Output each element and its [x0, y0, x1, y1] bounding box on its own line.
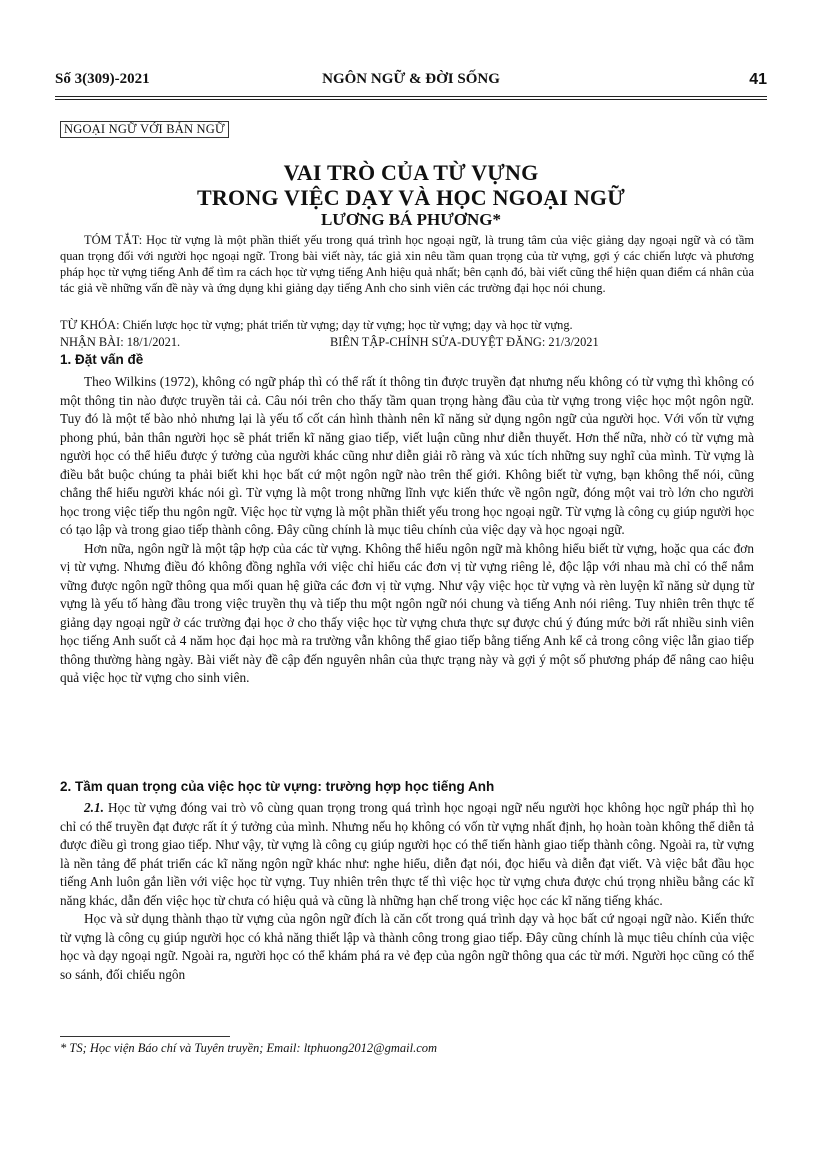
section2-paragraph [60, 799, 754, 910]
article-title-line2: TRONG VIỆC DẠY VÀ HỌC NGOẠI NGỮ [197, 185, 625, 210]
abstract: TÓM TẮT: Học từ vựng là một phần thiết yếu trong quá trình học ngoại ngữ, là trung tâm của việc giảng dạy ngoại ngữ và có tầm quan trọng đối với người học ngoại ngữ. Trong bài viết này, tác giả xin nêu tầm quan trọng của từ vựng, gợi ý các chiến lược và phương pháp học từ vựng tiếng Anh để tìm ra cách học từ vựng tiếng Anh hiệu quả nhất; bên cạnh đó, bài viết cũng thể hiện quan điểm cá nhân của tác giả về những vấn đề này và ứng dụng khi giảng dạy tiếng Anh cho sinh viên các trường đại học nói chung. [60, 233, 754, 295]
received-date: NHẬN BÀI: 18/1/2021. [60, 335, 181, 349]
footnote-rule [60, 1036, 230, 1037]
section1-paragraph: Hơn nữa, ngôn ngữ là một tập hợp của các từ vựng. Không thể hiểu ngôn ngữ mà không hiểu biết từ vựng, hoặc qua các đơn vị từ vựng. Nhưng điều đó không đồng nghĩa với việc chỉ hiểu các đơn vị từ vựng riêng lẻ, độc lập với nhau mà chỉ có thể nắm vững được ngôn ngữ thông qua mối quan hệ giữa các đơn vị từ vựng. Như vậy việc học từ vựng và rèn luyện kĩ năng sử dụng từ vựng là yếu tố hàng đầu trong việc truyền thụ và tiếp thu một ngôn ngữ nói chung và tiếng Anh nói riêng. Tuy nhiên trên thực tế giảng dạy ngoại ngữ ở các trường đại học ở cho thấy việc học từ vựng chưa thực sự được chú ý đúng mức bởi rất nhiều sinh viên học tiếng Anh suốt cả 4 năm học đại học mà ra trường vẫn không thể giao tiếp bằng tiếng Anh kể cả trong công việc lẫn giao tiếp thông thường hàng ngày. Bài viết này đề cập đến nguyên nhân của thực trạng này và gợi ý một số phương pháp để nâng cao hiệu quả việc học từ vựng cho sinh viên. [60, 540, 754, 685]
page-number: 41 [749, 71, 767, 88]
section2-body [60, 799, 754, 984]
header-rule-bottom [55, 99, 767, 100]
author-name: LƯƠNG BÁ PHƯƠNG* [320, 210, 502, 229]
keywords: TỪ KHÓA: Chiến lược học từ vựng; phát triển từ vựng; dạy từ vựng; học từ vựng; dạy và học từ vựng. [60, 318, 573, 332]
footnote: * TS; Học viện Báo chí và Tuyên truyền; Email: ltphuong2012@gmail.com [60, 1041, 438, 1055]
edited-date: BIÊN TẬP-CHỈNH SỬA-DUYỆT ĐĂNG: 21/3/2021 [330, 335, 599, 349]
running-header [55, 71, 767, 91]
section2-paragraph: Học và sử dụng thành thạo từ vựng của ngôn ngữ đích là căn cốt trong quá trình dạy và học bất cứ ngoại ngữ nào. Kiến thức từ vựng là công cụ giúp người học có khả năng thiết lập và thành công trong giao tiếp. Đây cũng chính là mục tiêu chính của việc học và dạy ngoại ngữ. Ngoài ra, người học có thể khám phá ra vẻ đẹp của ngôn ngữ thông qua các từ mới. Người học cũng có thể so sánh, đối chiếu ngôn [60, 911, 754, 982]
section1-paragraph: Theo Wilkins (1972), không có ngữ pháp thì có thể rất ít thông tin được truyền đạt nhưng nếu không có từ vựng thì không có một thông tin nào được truyền tải cả. Câu nói trên cho thấy tầm quan trọng hàng đầu của từ vựng trong việc học một ngôn ngữ. Tuy đó là một tế bào nhỏ nhưng lại là yếu tố cốt cán hình thành nên kĩ năng sử dụng ngôn ngữ của người học. Với vốn từ vựng phong phú, bản thân người học sẽ phát triển kĩ năng giao tiếp, viết luận cũng như diễn thuyết. Hơn thế nữa, nhờ có từ vựng mà người học có thể hiểu được ý tưởng của người khác cũng như diễn giải rõ ràng và xúc tích những suy nghĩ của mình. Từ vựng là điều bắt buộc chúng ta phải biết khi học bất cứ một ngôn ngữ nào trên thế giới. Không biết từ vựng, bạn không thể nói, cũng chẳng thể hiểu người khác nói gì. Từ vựng là một trong những lĩnh vực kiến thức về ngôn ngữ, đóng một vai trò lớn cho người học trong việc tiếp thu ngôn ngữ. Việc học từ vựng là một phần thiết yếu trong học ngoại ngữ. Từ vựng là công cụ giúp người học có tạo lập và trong giao tiếp thành công. Đây cũng chính là mục tiêu chính của việc dạy và học ngoại ngữ. [60, 374, 754, 537]
article-title-line1: VAI TRÒ CỦA TỪ VỰNG [283, 160, 539, 185]
section2-heading: 2. Tầm quan trọng của việc học từ vựng: trường hợp học tiếng Anh [60, 779, 495, 794]
section1-heading: 1. Đặt vấn đề [60, 352, 144, 367]
section2-paragraph-text: Học từ vựng đóng vai trò vô cùng quan trọng trong quá trình học ngoại ngữ nếu người học không học ngữ pháp thì họ chỉ có thể truyền đạt được rất ít ý tưởng của mình. Nhưng nếu họ không có vốn từ vựng nhất định, họ hoàn toàn không thể diễn tả được điều gì trong giao tiếp. Như vậy, từ vựng là công cụ giúp người học có thể tiến hành giao tiếp thành công. Ngoài ra, từ vựng là nền tảng để phát triển các kĩ năng ngôn ngữ khác như: nghe hiểu, diễn đạt nói, đọc hiểu và diễn đạt viết. Và việc bắt đầu học tiếng Anh luôn gắn liền với việc học từ vựng. Tuy nhiên trên thực tế thì việc học từ vựng chưa được chú trọng nhiều bằng các kĩ năng khác, dẫn đến việc học từ chưa có hiệu quả và cũng là những hạn chế trong việc học các kĩ năng tiếng khác. [60, 800, 754, 908]
article-dates [60, 334, 754, 350]
header-rule-top [55, 96, 767, 97]
issue-number: Số 3(309)-2021 [55, 71, 150, 87]
subsection-label: 2.1. [84, 800, 104, 815]
section-tag: NGOẠI NGỮ VỚI BẢN NGỮ [60, 121, 229, 138]
section1-body [60, 373, 754, 688]
journal-name: NGÔN NGỮ & ĐỜI SỐNG [322, 71, 500, 87]
